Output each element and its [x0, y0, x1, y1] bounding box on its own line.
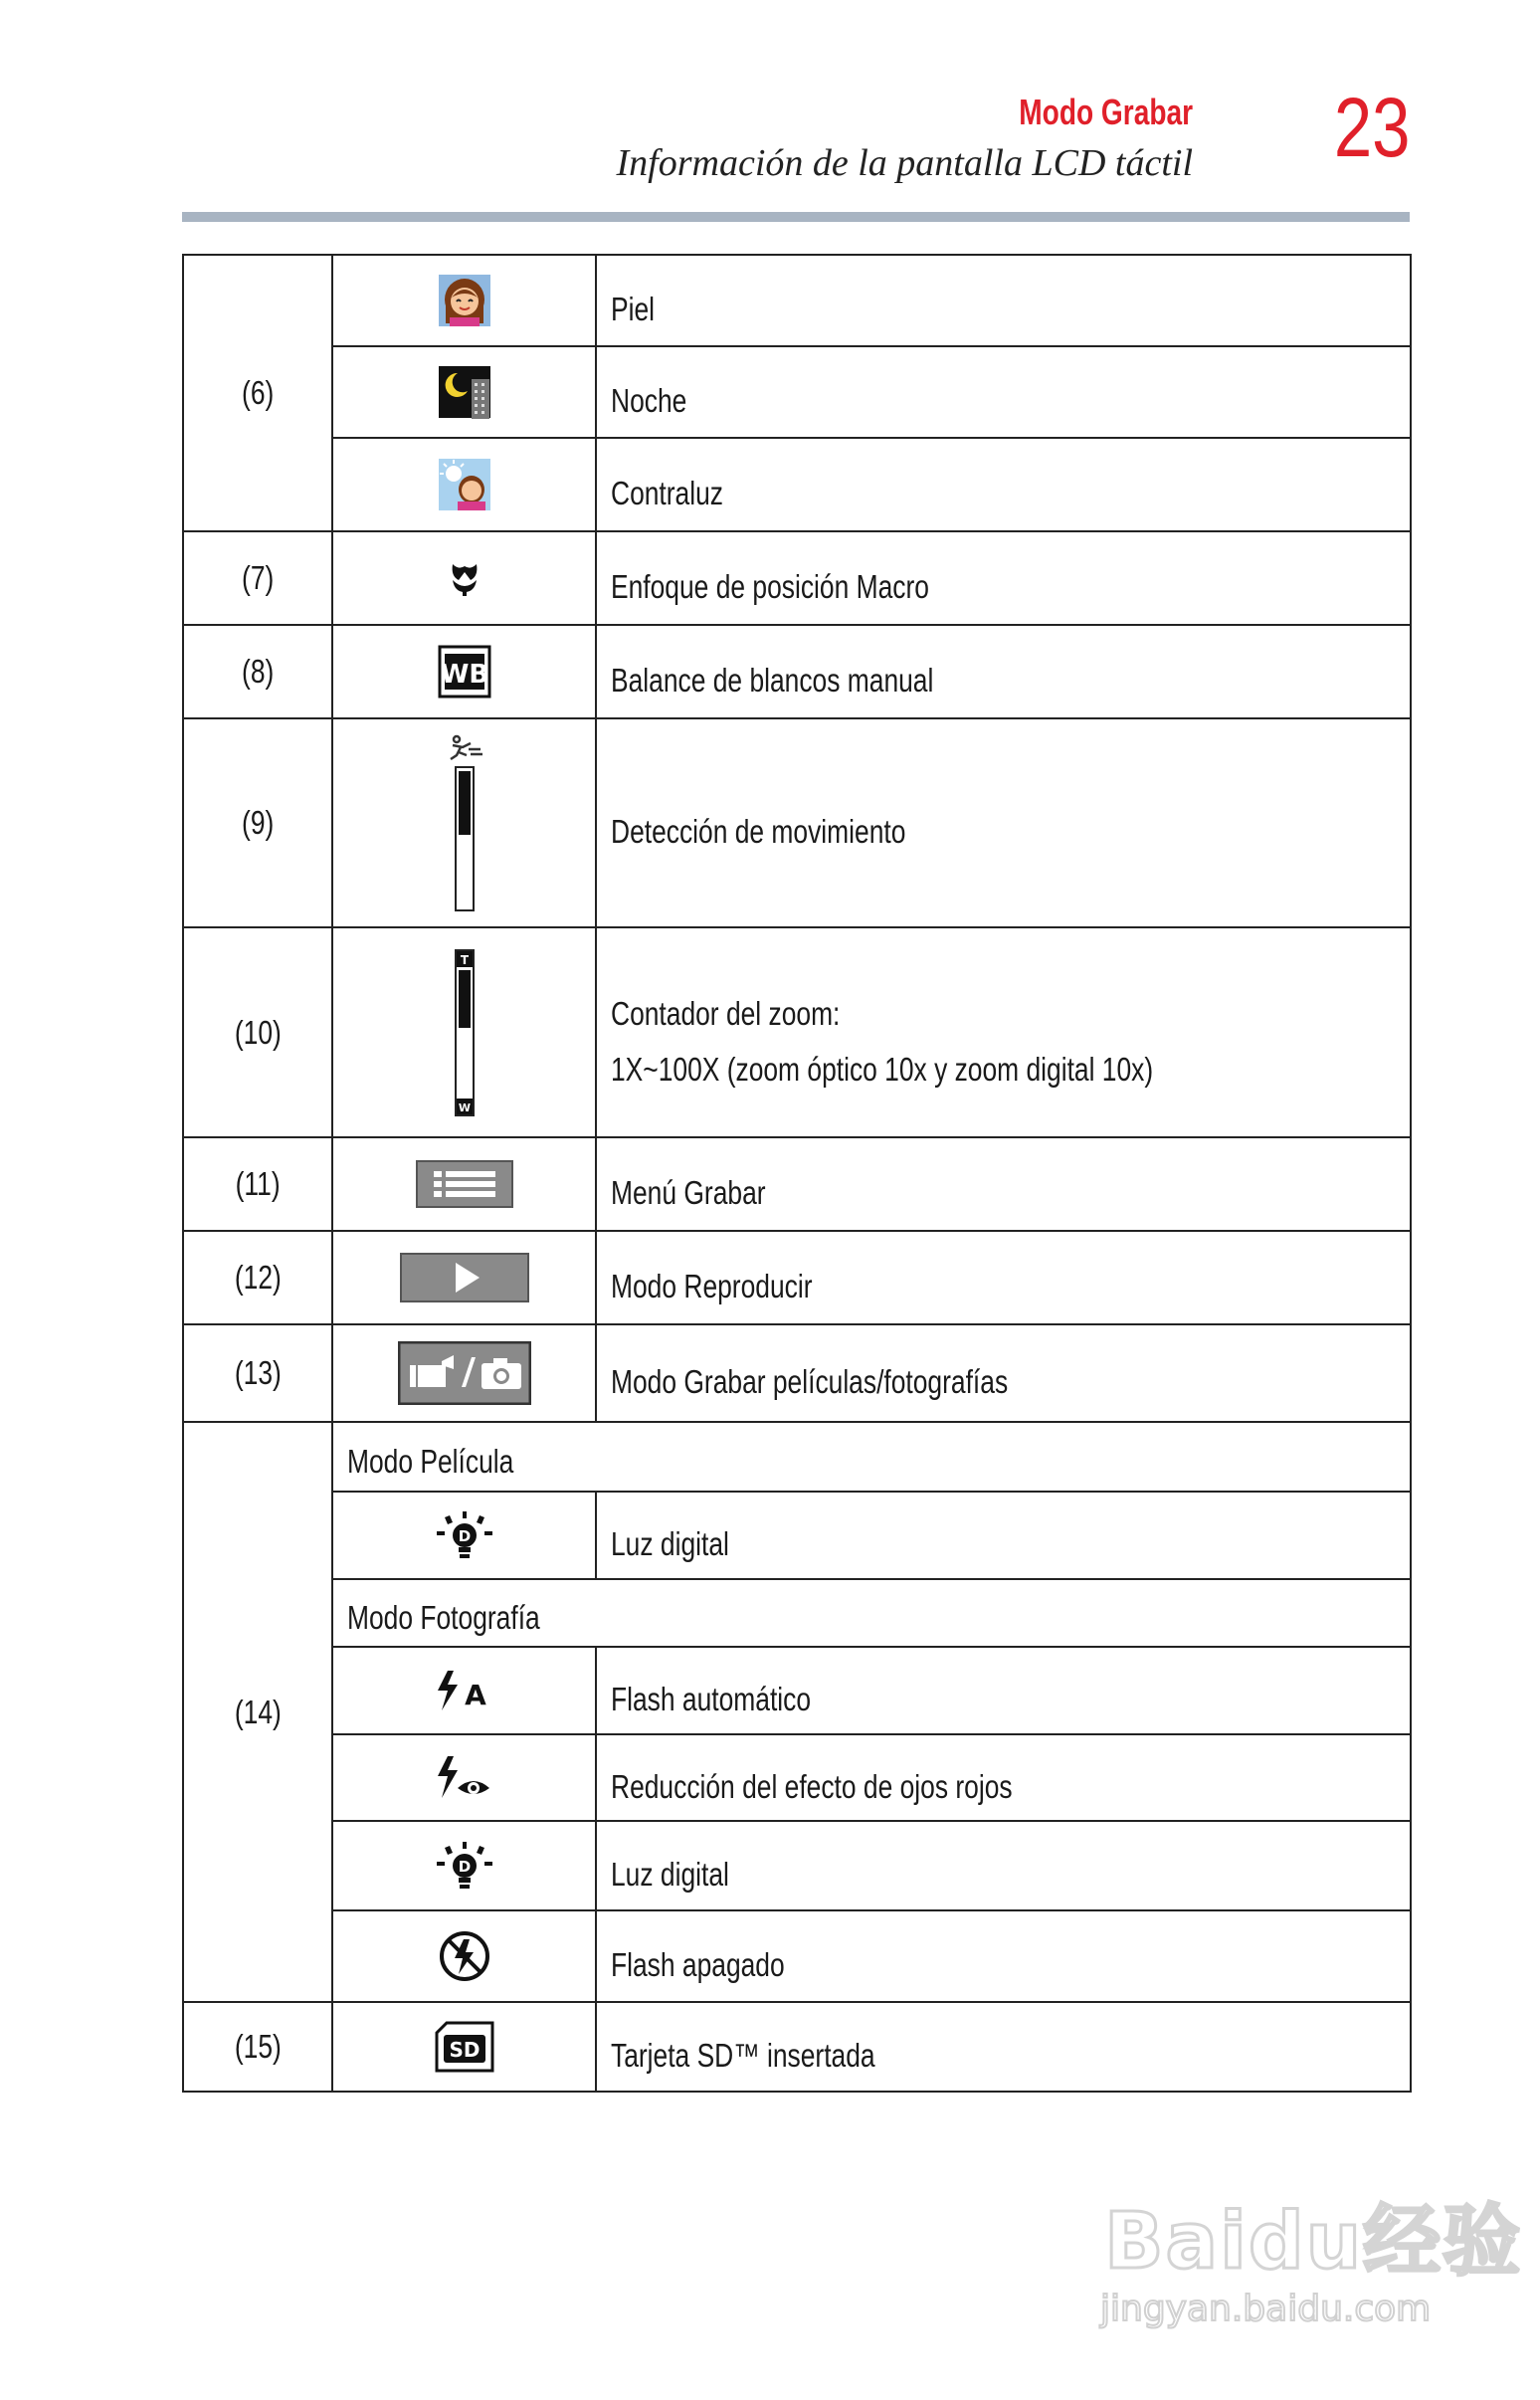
table-row	[183, 1647, 1411, 1734]
row-number: (14)	[183, 1422, 332, 2002]
table-row	[183, 1422, 1411, 1492]
description-cell: Piel	[596, 255, 1411, 346]
row-number: (7)	[183, 531, 332, 625]
table-row	[183, 1492, 1411, 1579]
table-row	[183, 438, 1411, 531]
svg-text:W: W	[458, 1100, 471, 1114]
row-number: (6)	[183, 255, 332, 531]
description-cell: Tarjeta SD™ insertada	[596, 2002, 1411, 2092]
description-cell: Enfoque de posición Macro	[596, 531, 1411, 625]
svg-text:WB: WB	[440, 660, 488, 690]
svg-text:SD: SD	[448, 2038, 481, 2062]
zoom-range: 1X~100X (zoom óptico 10x y zoom digital 10x)	[611, 1050, 1154, 1088]
table-row	[183, 1579, 1411, 1647]
backlight-icon	[332, 438, 596, 531]
macro-flower-icon	[332, 531, 596, 625]
description-cell: Menú Grabar	[596, 1137, 1411, 1231]
flash-off-icon	[332, 1910, 596, 2002]
table-row	[183, 1821, 1411, 1910]
lcd-icon-table	[182, 254, 1412, 2093]
table-row	[183, 718, 1411, 927]
baidu-watermark	[1094, 2179, 1523, 2348]
table-row	[183, 927, 1411, 1137]
svg-text:D: D	[458, 1527, 471, 1545]
description-cell: Contraluz	[596, 438, 1411, 531]
camera-mode-toggle-icon	[332, 1324, 596, 1422]
description-cell: Flash automático	[596, 1647, 1411, 1734]
description-cell	[596, 927, 1411, 1137]
table-row	[183, 346, 1411, 438]
menu-list-icon	[332, 1137, 596, 1231]
flash-auto-icon	[332, 1647, 596, 1734]
table-row	[183, 1734, 1411, 1821]
description-cell: Luz digital	[596, 1821, 1411, 1910]
description-cell: Flash apagado	[596, 1910, 1411, 2002]
description-cell: Balance de blancos manual	[596, 625, 1411, 718]
play-icon	[332, 1231, 596, 1324]
zoom-counter-icon	[332, 927, 596, 1137]
row-number: (15)	[183, 2002, 332, 2092]
table-row	[183, 2002, 1411, 2092]
table-row	[183, 1324, 1411, 1422]
table-row	[183, 1231, 1411, 1324]
description-cell: Modo Grabar películas/fotografías	[596, 1324, 1411, 1422]
white-balance-icon	[332, 625, 596, 718]
description-cell: Luz digital	[596, 1492, 1411, 1579]
page-subtitle: Información de la pantalla LCD táctil	[616, 142, 1193, 184]
section-title: Modo Grabar	[1019, 92, 1193, 132]
row-number: (12)	[183, 1231, 332, 1324]
row-number: (8)	[183, 625, 332, 718]
digital-light-icon	[332, 1492, 596, 1579]
svg-text:A: A	[464, 1679, 486, 1711]
watermark-url: jingyan.baidu.com	[1100, 2289, 1432, 2329]
header-rule	[182, 212, 1410, 222]
row-number: (10)	[183, 927, 332, 1137]
description-cell: Reducción del efecto de ojos rojos	[596, 1734, 1411, 1821]
red-eye-reduction-icon	[332, 1734, 596, 1821]
row-number: (9)	[183, 718, 332, 927]
table-row	[183, 1910, 1411, 2002]
skin-portrait-icon	[332, 255, 596, 346]
digital-light-icon	[332, 1821, 596, 1910]
description-cell: Detección de movimiento	[596, 718, 1411, 927]
svg-text:D: D	[458, 1858, 471, 1876]
watermark-logo: Baidu经验	[1104, 2197, 1523, 2287]
page-header	[182, 80, 1410, 229]
table-row	[183, 625, 1411, 718]
motion-detection-meter-icon	[332, 718, 596, 927]
description-cell: Modo Reproducir	[596, 1231, 1411, 1324]
description-cell: Noche	[596, 346, 1411, 438]
table-row	[183, 1137, 1411, 1231]
svg-text:T: T	[460, 952, 469, 967]
photo-mode-label: Modo Fotografía	[332, 1579, 1411, 1647]
row-number: (13)	[183, 1324, 332, 1422]
row-number: (11)	[183, 1137, 332, 1231]
table-row	[183, 255, 1411, 346]
night-moon-icon	[332, 346, 596, 438]
zoom-label: Contador del zoom:	[611, 994, 841, 1032]
movie-mode-label: Modo Película	[332, 1422, 1411, 1492]
table-row	[183, 531, 1411, 625]
page-number: 23	[1333, 81, 1410, 174]
sd-card-icon	[332, 2002, 596, 2092]
